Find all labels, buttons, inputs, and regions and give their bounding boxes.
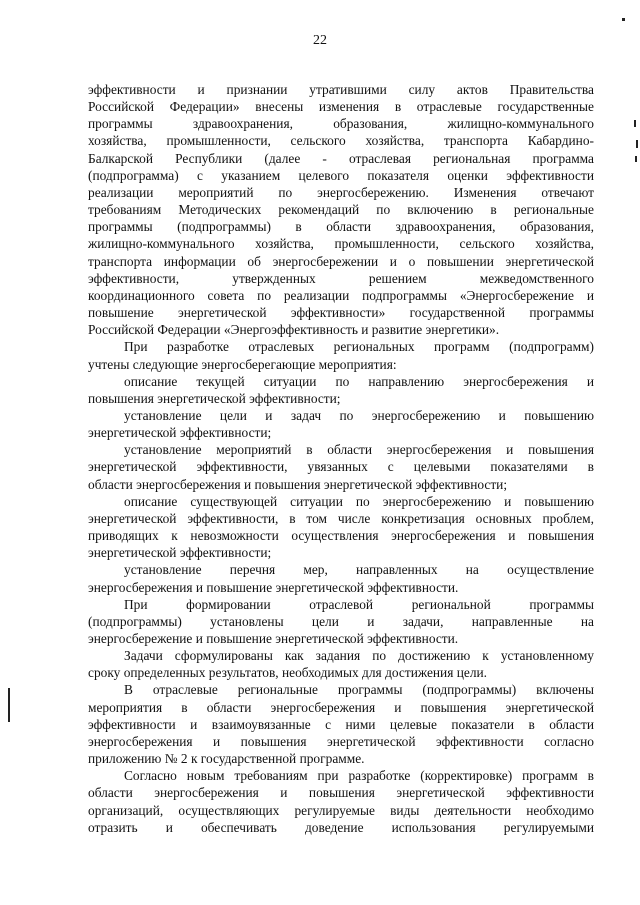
text-line: энергетической эффективности;	[88, 545, 272, 561]
text-line: При формировании отраслевой региональной программы	[124, 596, 594, 612]
scan-mark	[622, 18, 625, 21]
text-line: энергетической эффективности, увязанных с целевыми показателями в	[88, 459, 594, 475]
text-line: отразить и обеспечивать доведение использования регулируемыми	[88, 819, 594, 835]
text-line: установление перечня мер, направленных на осуществление	[124, 562, 594, 578]
paragraph	[88, 407, 594, 441]
paragraph	[88, 647, 594, 681]
scan-mark	[634, 120, 636, 127]
text-line: приложению № 2 к государственной программе.	[88, 751, 365, 767]
text-line: хозяйства, промышленности, сельского хозяйства, транспорта Кабардино-	[88, 133, 594, 149]
page-number: 22	[313, 33, 327, 48]
text-line: энергетической эффективности, в том числе конкретизация основных проблем,	[88, 510, 594, 526]
scan-mark	[636, 140, 638, 148]
text-line: программы здравоохранения, образования, жилищно-коммунального	[88, 116, 594, 132]
text-line: энергосбережения и повышения энергетической эффективности согласно	[88, 733, 594, 749]
paragraph	[88, 767, 594, 836]
text-line: энергетической эффективности;	[88, 425, 272, 441]
text-line: повышение энергетической эффективности» государственной программы	[88, 305, 594, 321]
paragraph	[88, 596, 594, 647]
text-line: реализации мероприятий по энергосбережению. Изменения отвечают	[88, 184, 594, 200]
text-line: сроку определенных результатов, необходимых для достижения цели.	[88, 665, 488, 681]
paragraph	[88, 493, 594, 562]
text-line: учтены следующие энергосберегающие мероприятия:	[88, 356, 397, 372]
scan-mark	[635, 156, 637, 162]
text-line: установление цели и задач по энергосбережению и повышению	[124, 407, 594, 423]
text-line: описание текущей ситуации по направлению энергосбережения и	[124, 373, 594, 389]
text-line: приводящих к невозможности осуществления энергосбережения и повышения	[88, 528, 594, 544]
text-line: программы (подпрограммы) в области здравоохранения, образования,	[88, 219, 594, 235]
text-line: установление мероприятий в области энергосбережения и повышения	[124, 442, 594, 458]
text-line: Балкарской Республики (далее - отраслевая региональная программа	[88, 150, 594, 166]
text-line: (подпрограммы) установлены цели и задачи, направленные на	[88, 613, 594, 629]
text-line: эффективности и взаимоувязанные с ними целевые показатели в области	[88, 716, 594, 732]
text-line: жилищно-коммунального хозяйства, промышленности, сельского хозяйства,	[88, 236, 594, 252]
paragraph	[88, 441, 594, 492]
text-line: энергосбережения и повышение энергетической эффективности.	[88, 579, 459, 595]
text-line: координационного совета по реализации подпрограммы «Энергосбережение и	[88, 287, 594, 303]
text-line: области энергосбережения и повышения энергетической эффективности;	[88, 476, 508, 492]
text-line: требованиям Методических рекомендаций по включению в региональные	[88, 202, 594, 218]
paragraph	[88, 681, 594, 767]
text-line: организаций, осуществляющих регулируемые виды деятельности необходимо	[88, 802, 594, 818]
text-line: повышения энергетической эффективности;	[88, 390, 341, 406]
paragraph	[88, 561, 594, 595]
text-line: В отраслевые региональные программы (подпрограммы) включены	[124, 682, 594, 698]
paragraph	[88, 373, 594, 407]
body-text	[88, 81, 594, 836]
text-line: области энергосбережения и повышения энергетической эффективности	[88, 785, 594, 801]
text-line: энергосбережение и повышение энергетической эффективности.	[88, 631, 459, 646]
text-line: мероприятия в области энергосбережения и повышения энергетической	[88, 699, 594, 715]
text-line: Задачи сформулированы как задания по достижению к установленному	[124, 648, 594, 664]
text-line: эффективности, утвержденных решением межведомственного	[88, 270, 594, 286]
paragraph	[88, 338, 594, 372]
text-line: (подпрограмма) с указанием целевого показателя оценки эффективности	[88, 167, 594, 183]
text-line: описание существующей ситуации по энергосбережению и повышению	[124, 493, 594, 509]
scan-mark	[8, 688, 10, 722]
text-line: При разработке отраслевых региональных программ (подпрограмм)	[124, 339, 594, 355]
text-line: транспорта информации об энергосбережении и о повышении энергетической	[88, 253, 594, 269]
text-line: Российской Федерации» внесены изменения в отраслевые государственные	[88, 99, 594, 115]
text-line: Согласно новым требованиям при разработке (корректировке) программ в	[124, 768, 594, 784]
text-line: Российской Федерации «Энергоэффективность и развитие энергетики».	[88, 322, 500, 338]
text-line: эффективности и признании утратившими силу актов Правительства	[88, 82, 594, 97]
paragraph	[88, 81, 594, 338]
